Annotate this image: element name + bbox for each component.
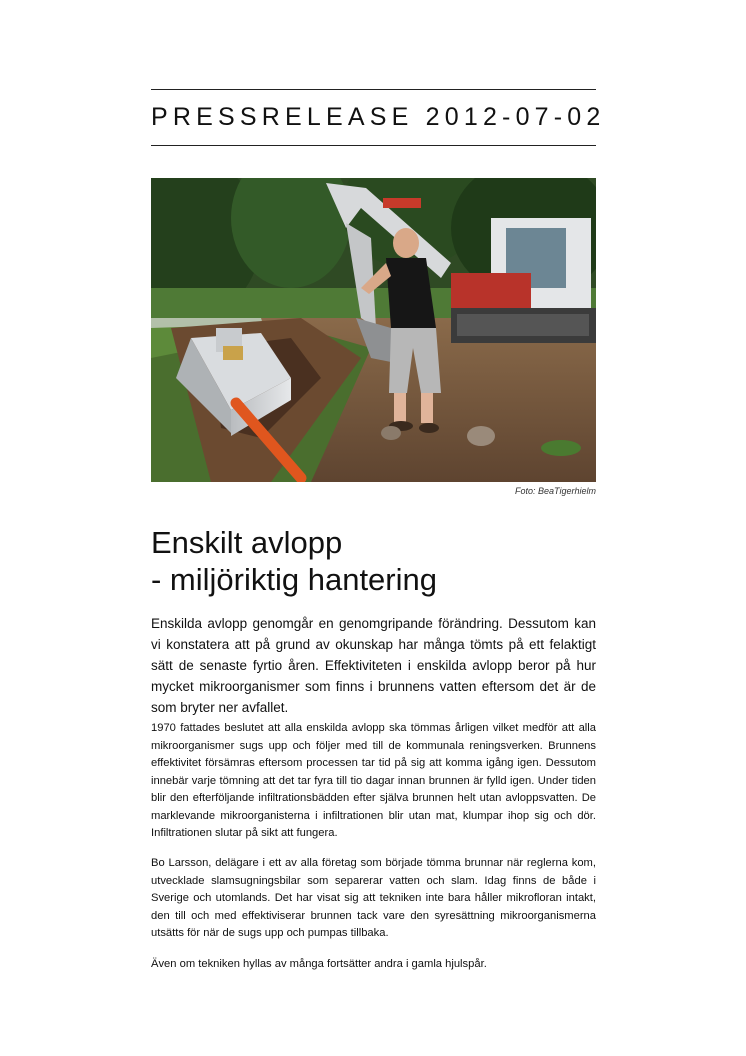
article-paragraph-3: Även om tekniken hyllas av många fortsätter andra i gamla hjulspår. [151, 958, 487, 970]
article-headline [151, 524, 596, 598]
header-top-rule [151, 89, 596, 90]
article-lead: Enskilda avlopp genomgår en genomgripande förändring. Dessutom kan vi konstatera att på grund av okunskap har många tömts på ett felaktigt sätt de senaste fyrtio åren. Effektiviteten i enskilda avlopp beror på hur mycket mikroorganismer som finns i brunnens vatten eftersom det är de som bryter ner avfallet. [151, 616, 596, 715]
article-photo [151, 178, 596, 482]
article-paragraph-1: 1970 fattades beslutet att alla enskilda avlopp ska tömmas årligen vilket medför att alla mikroorganismer sugs upp och följer med till de kommunala reningsverken. Brunnens effektivitet försämras eftersom processen tar tid på sig att komma igång igen. Dessutom innebär varje tömning att det tar fyra till tio dagar innan brunnen är fylld igen. Under tiden blir den efterföljande infiltrationsbädden efter själva brunnen helt utan avloppsvatten. De marklevande mikroorganisterna i infiltrationen blir utan mat, klumpar ihop sig och dör. Infiltrationen slutar på sikt att fungera. [151, 722, 596, 839]
article-paragraph-2: Bo Larsson, delägare i ett av alla företag som började tömma brunnar när reglerna kom, utvecklade slamsugningsbilar som separerar vatten och slam. Idag finns de både i Sverige och utomlands. Det har visat sig att tekniken inte bara håller mikrofloran intakt, den till och med effektiviserar brunnen tack vare den syresättning mikroorganismerna utsätts för när de sugs upp och pumpas tillbaka. [151, 857, 596, 939]
photo-illustration [151, 178, 596, 482]
photo-caption: Foto: BeaTigerhielm [515, 486, 596, 496]
page-title: PRESSRELEASE 2012-07-02 [151, 103, 606, 131]
header-bottom-rule [151, 145, 596, 146]
headline-line-1: Enskilt avlopp [151, 525, 343, 560]
headline-line-2: - miljöriktig hantering [151, 562, 437, 597]
